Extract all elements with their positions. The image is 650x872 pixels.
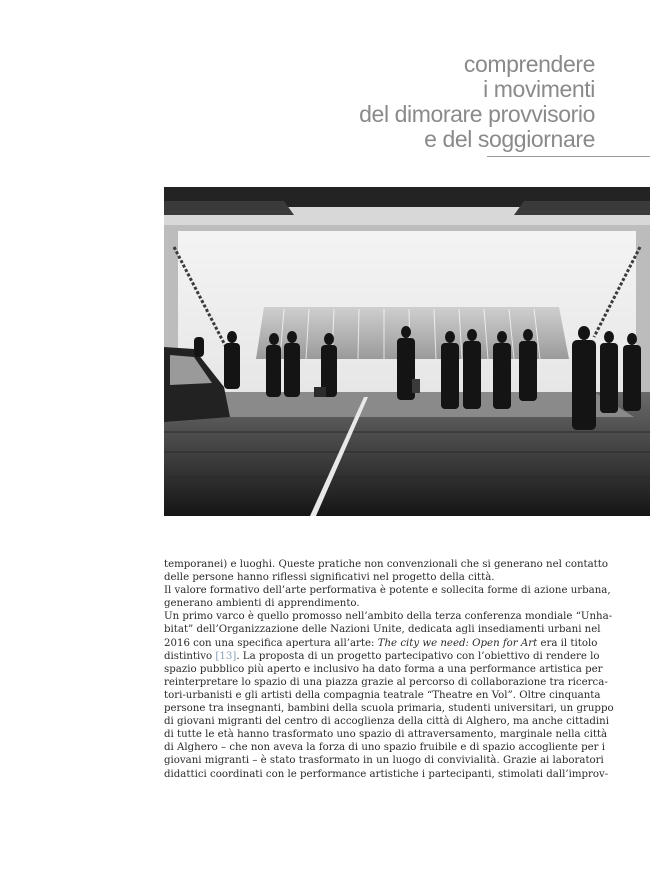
body-line: generano ambienti di apprendimento. [164,598,360,610]
body-line-part: . La proposta di un progetto partecipativo con l’obiettivo di rendere lo [236,650,600,662]
reference-link[interactable]: [13] [215,650,237,662]
body-line: giovani migranti – è stato trasformato in un luogo di convivialità. Grazie ai laboratori [164,755,604,767]
chapter-title-line-3: del dimorare provvisorio [359,101,595,127]
body-line: di giovani migranti del centro di accoglienza della città di Alghero, ma anche cittadini [164,716,610,728]
chapter-title-line-2: i movimenti [483,76,595,102]
body-line: tori-urbanisti e gli artisti della compagnia teatrale “Theatre en Vol”. Oltre cinquanta [164,689,601,701]
body-line: di tutte le età hanno trasformato uno spazio di attraversamento, marginale nella città [164,729,608,741]
body-line: spazio pubblico più aperto e inclusivo ha dato forma a una performance artistica per [164,663,603,675]
body-line: persone tra insegnanti, bambini della scuola primaria, studenti universitari, un gruppo [164,703,614,715]
body-line-part: era il titolo [537,637,598,649]
body-line: Il valore formativo dell’arte performativa è potente e sollecita forme di azione urbana, [164,585,611,597]
body-line: bitat” dell’Organizzazione delle Nazioni Unite, dedicata agli insediamenti urbani nel [164,624,601,636]
chapter-title-line-1: comprendere [463,51,595,77]
body-line: di Alghero – che non aveva la forza di uno spazio fruibile e di spazio accogliente per i [164,742,606,754]
body-line-part: distintivo [164,650,216,662]
body-line: Un primo varco è quello promosso nell’ambito della terza conferenza mondiale “Unha- [164,611,613,623]
body-line-part: 2016 con una specifica apertura all’arte: [164,637,378,649]
body-line [164,637,597,650]
ferry-deck-photo-icon [164,187,650,516]
body-line: didattici coordinati con le performance artistiche i partecipanti, stimolati dall’improv- [164,768,609,780]
title-rule [487,156,650,157]
conference-motto: The city we need: Open for Art [377,637,538,649]
chapter-title-line-4: e del soggiornare [424,126,595,152]
body-text [164,558,614,781]
body-line: reinterpretare lo spazio di una piazza grazie al percorso di collaborazione tra ricerca- [164,676,608,688]
body-line: temporanei) e luoghi. Queste pratiche non convenzionali che si generano nel contatto [164,559,609,570]
body-line [164,650,600,663]
chapter-title [359,52,595,152]
body-line: delle persone hanno riflessi significativi nel progetto della città. [164,572,495,584]
ferry-deck-photo [164,187,650,516]
